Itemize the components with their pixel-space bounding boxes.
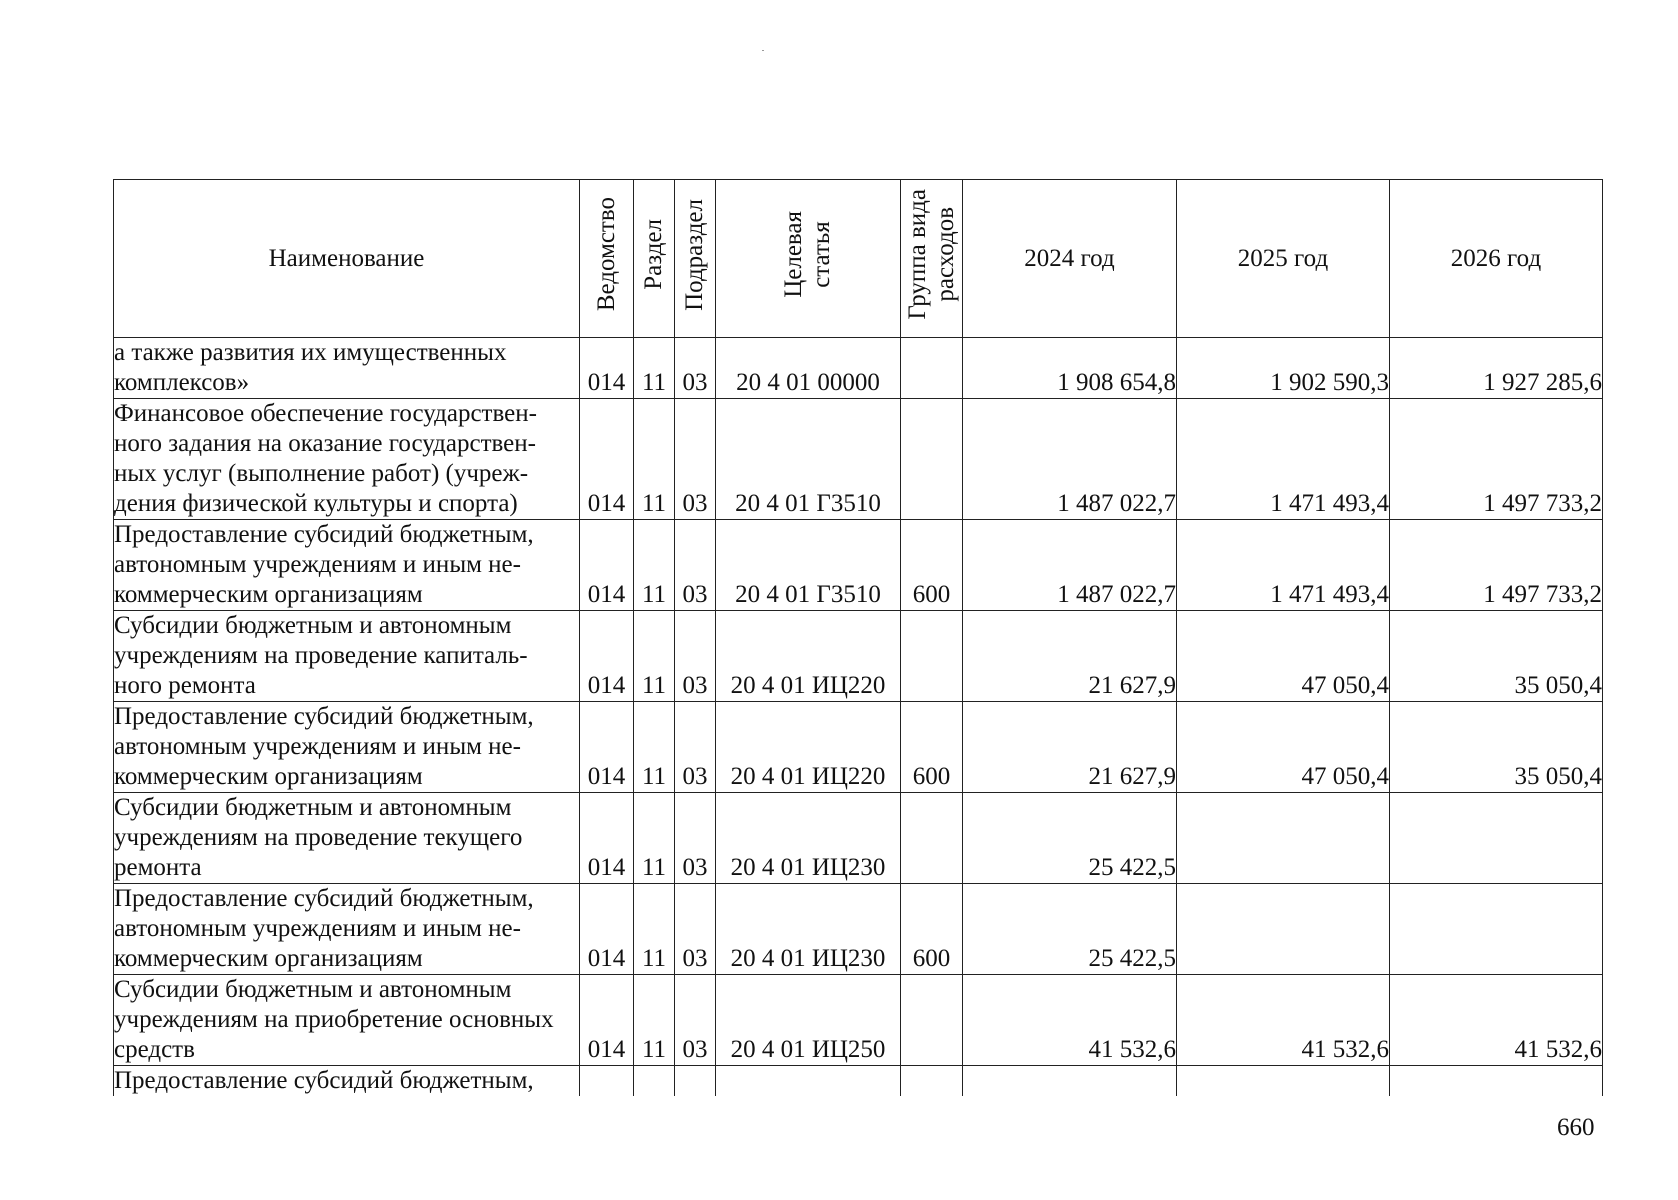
row-vedomstvo: 014	[580, 884, 634, 975]
row-vedomstvo: 014	[580, 793, 634, 884]
row-vedomstvo: 014	[580, 520, 634, 611]
row-year-2024: 1 487 022,7	[963, 520, 1177, 611]
header-gruppa-vida-rashodov: Группа вида расходов	[901, 180, 963, 338]
table-row	[114, 884, 1603, 975]
row-year-2025: 47 050,4	[1177, 702, 1390, 793]
row-gruppa-vida	[901, 793, 963, 884]
row-tselevaya-statya: 20 4 01 ИЦ220	[716, 702, 901, 793]
row-razdel: 11	[634, 975, 675, 1066]
row-gruppa-vida	[901, 1066, 963, 1097]
row-year-2026: 41 532,6	[1390, 975, 1603, 1066]
row-razdel	[634, 1066, 675, 1097]
row-podrazdel: 03	[675, 702, 716, 793]
row-year-2026	[1390, 793, 1603, 884]
row-razdel: 11	[634, 884, 675, 975]
header-name: Наименование	[114, 180, 580, 338]
row-name: Предоставление субсидий бюджетным, автономным учреждениям и иным не- коммерческим организациям	[114, 520, 580, 611]
row-gruppa-vida	[901, 338, 963, 399]
row-tselevaya-statya: 20 4 01 Г3510	[716, 399, 901, 520]
row-year-2025	[1177, 793, 1390, 884]
row-vedomstvo: 014	[580, 399, 634, 520]
row-tselevaya-statya: 20 4 01 Г3510	[716, 520, 901, 611]
row-razdel: 11	[634, 702, 675, 793]
row-tselevaya-statya: 20 4 01 00000	[716, 338, 901, 399]
row-year-2024: 25 422,5	[963, 793, 1177, 884]
row-tselevaya-statya: 20 4 01 ИЦ220	[716, 611, 901, 702]
row-year-2025: 47 050,4	[1177, 611, 1390, 702]
row-gruppa-vida: 600	[901, 884, 963, 975]
row-tselevaya-statya: 20 4 01 ИЦ250	[716, 975, 901, 1066]
row-year-2024: 25 422,5	[963, 884, 1177, 975]
row-vedomstvo: 014	[580, 702, 634, 793]
row-year-2024: 41 532,6	[963, 975, 1177, 1066]
row-razdel: 11	[634, 399, 675, 520]
row-vedomstvo	[580, 1066, 634, 1097]
row-gruppa-vida	[901, 611, 963, 702]
row-year-2024: 21 627,9	[963, 702, 1177, 793]
row-name: Предоставление субсидий бюджетным,	[114, 1066, 580, 1097]
row-gruppa-vida	[901, 399, 963, 520]
row-year-2026: 1 927 285,6	[1390, 338, 1603, 399]
row-name: Предоставление субсидий бюджетным, автономным учреждениям и иным не- коммерческим организациям	[114, 702, 580, 793]
row-year-2026: 35 050,4	[1390, 611, 1603, 702]
row-year-2026: 35 050,4	[1390, 702, 1603, 793]
row-podrazdel: 03	[675, 884, 716, 975]
header-year-2025: 2025 год	[1177, 180, 1390, 338]
table-row	[114, 1066, 1603, 1097]
table-row	[114, 702, 1603, 793]
row-vedomstvo: 014	[580, 338, 634, 399]
row-year-2026: 1 497 733,2	[1390, 399, 1603, 520]
row-year-2026: 1 497 733,2	[1390, 520, 1603, 611]
row-razdel: 11	[634, 520, 675, 611]
header-razdel: Раздел	[634, 180, 675, 338]
row-name: Субсидии бюджетным и автономным учреждениям на проведение текущего ремонта	[114, 793, 580, 884]
row-year-2026	[1390, 1066, 1603, 1097]
row-razdel: 11	[634, 793, 675, 884]
row-tselevaya-statya: 20 4 01 ИЦ230	[716, 793, 901, 884]
table-row	[114, 399, 1603, 520]
row-gruppa-vida: 600	[901, 520, 963, 611]
row-name: Финансовое обеспечение государствен- ного задания на оказание государствен- ных услуг (выполнение работ) (учреж- дения физической культуры и спорта)	[114, 399, 580, 520]
table-row	[114, 611, 1603, 702]
row-tselevaya-statya	[716, 1066, 901, 1097]
row-year-2026	[1390, 884, 1603, 975]
header-vedomstvo: Ведомство	[580, 180, 634, 338]
row-razdel: 11	[634, 338, 675, 399]
row-year-2025	[1177, 1066, 1390, 1097]
budget-table	[113, 179, 1603, 1096]
row-year-2024: 21 627,9	[963, 611, 1177, 702]
header-podrazdel: Подраздел	[675, 180, 716, 338]
page-number: 660	[1557, 1114, 1595, 1141]
row-podrazdel: 03	[675, 399, 716, 520]
row-podrazdel: 03	[675, 611, 716, 702]
row-year-2025: 1 471 493,4	[1177, 520, 1390, 611]
row-vedomstvo: 014	[580, 975, 634, 1066]
row-podrazdel: 03	[675, 793, 716, 884]
row-year-2024: 1 908 654,8	[963, 338, 1177, 399]
row-year-2025	[1177, 884, 1390, 975]
row-tselevaya-statya: 20 4 01 ИЦ230	[716, 884, 901, 975]
row-year-2025: 1 471 493,4	[1177, 399, 1390, 520]
row-podrazdel	[675, 1066, 716, 1097]
header-year-2024: 2024 год	[963, 180, 1177, 338]
table-header-row	[114, 180, 1603, 338]
header-tselevaya-statya: Целевая статья	[716, 180, 901, 338]
row-razdel: 11	[634, 611, 675, 702]
row-podrazdel: 03	[675, 975, 716, 1066]
row-year-2025: 1 902 590,3	[1177, 338, 1390, 399]
row-gruppa-vida: 600	[901, 702, 963, 793]
row-name: Субсидии бюджетным и автономным учреждениям на проведение капиталь- ного ремонта	[114, 611, 580, 702]
table-row	[114, 975, 1603, 1066]
row-name: Субсидии бюджетным и автономным учреждениям на приобретение основных средств	[114, 975, 580, 1066]
header-year-2026: 2026 год	[1390, 180, 1603, 338]
row-year-2025: 41 532,6	[1177, 975, 1390, 1066]
row-name: Предоставление субсидий бюджетным, автономным учреждениям и иным не- коммерческим организациям	[114, 884, 580, 975]
table-row	[114, 338, 1603, 399]
row-gruppa-vida	[901, 975, 963, 1066]
scan-speck	[762, 50, 764, 51]
row-year-2024	[963, 1066, 1177, 1097]
row-podrazdel: 03	[675, 338, 716, 399]
row-name: а также развития их имущественных комплексов»	[114, 338, 580, 399]
table-row	[114, 520, 1603, 611]
row-year-2024: 1 487 022,7	[963, 399, 1177, 520]
table-row	[114, 793, 1603, 884]
row-vedomstvo: 014	[580, 611, 634, 702]
row-podrazdel: 03	[675, 520, 716, 611]
